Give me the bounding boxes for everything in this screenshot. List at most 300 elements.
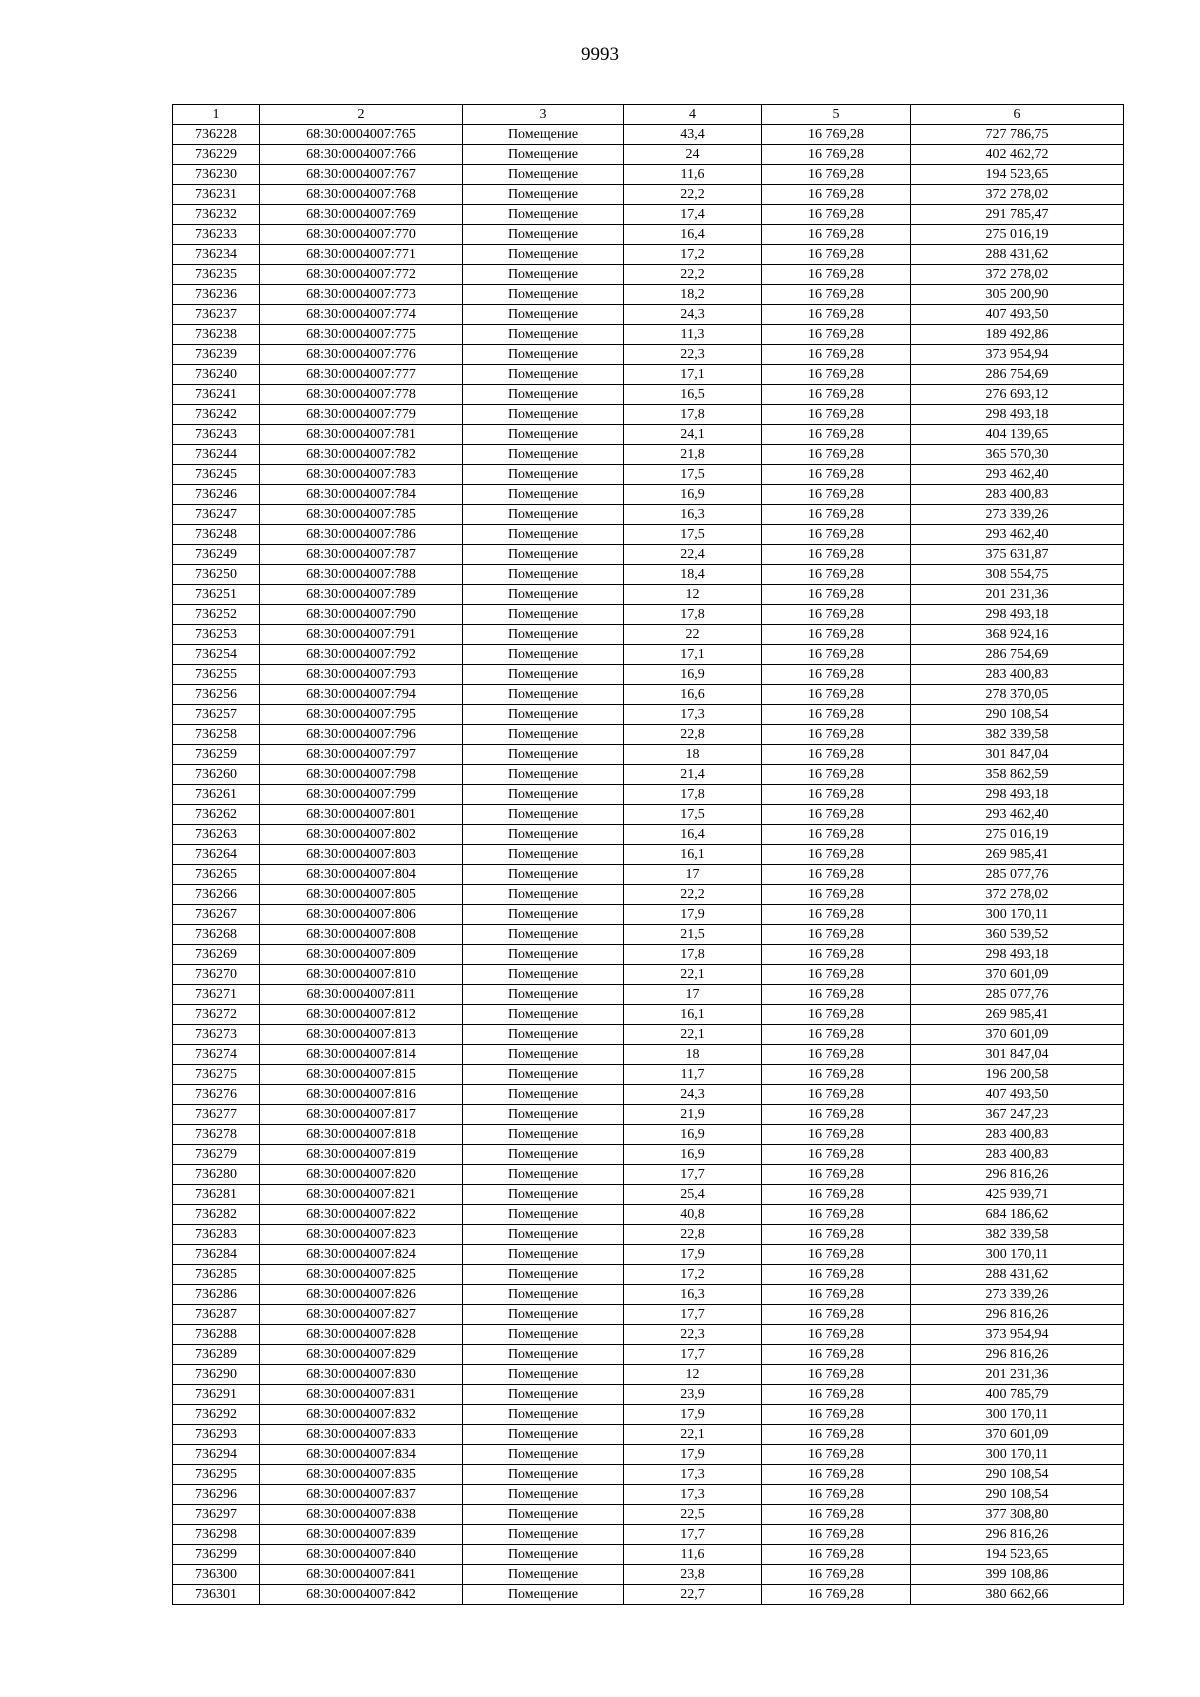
cadastral-number-cell: 68:30:0004007:811 <box>260 985 463 1005</box>
cadastral-value-cell: 367 247,23 <box>911 1105 1124 1125</box>
row-number-cell: 736278 <box>173 1125 260 1145</box>
specific-value-cell: 16 769,28 <box>762 985 911 1005</box>
cadastral-number-cell: 68:30:0004007:841 <box>260 1565 463 1585</box>
object-type-cell: Помещение <box>463 1005 624 1025</box>
row-number-cell: 736280 <box>173 1165 260 1185</box>
table-row <box>173 1285 1124 1305</box>
cadastral-number-cell: 68:30:0004007:816 <box>260 1085 463 1105</box>
table-row <box>173 1565 1124 1585</box>
cadastral-number-cell: 68:30:0004007:793 <box>260 665 463 685</box>
cadastral-value-cell: 301 847,04 <box>911 1045 1124 1065</box>
cadastral-number-cell: 68:30:0004007:838 <box>260 1505 463 1525</box>
object-type-cell: Помещение <box>463 205 624 225</box>
cadastral-number-cell: 68:30:0004007:776 <box>260 345 463 365</box>
area-cell: 18,2 <box>624 285 762 305</box>
cadastral-value-cell: 290 108,54 <box>911 705 1124 725</box>
cadastral-value-cell: 425 939,71 <box>911 1185 1124 1205</box>
cadastral-value-cell: 305 200,90 <box>911 285 1124 305</box>
cadastral-value-cell: 407 493,50 <box>911 305 1124 325</box>
specific-value-cell: 16 769,28 <box>762 845 911 865</box>
object-type-cell: Помещение <box>463 305 624 325</box>
cadastral-number-cell: 68:30:0004007:794 <box>260 685 463 705</box>
specific-value-cell: 16 769,28 <box>762 265 911 285</box>
specific-value-cell: 16 769,28 <box>762 1365 911 1385</box>
column-header: 1 <box>173 105 260 125</box>
object-type-cell: Помещение <box>463 765 624 785</box>
cadastral-value-cell: 276 693,12 <box>911 385 1124 405</box>
object-type-cell: Помещение <box>463 1205 624 1225</box>
area-cell: 11,7 <box>624 1065 762 1085</box>
specific-value-cell: 16 769,28 <box>762 485 911 505</box>
row-number-cell: 736279 <box>173 1145 260 1165</box>
object-type-cell: Помещение <box>463 1445 624 1465</box>
object-type-cell: Помещение <box>463 1025 624 1045</box>
table-row <box>173 365 1124 385</box>
area-cell: 22,3 <box>624 345 762 365</box>
area-cell: 17,1 <box>624 645 762 665</box>
specific-value-cell: 16 769,28 <box>762 505 911 525</box>
row-number-cell: 736236 <box>173 285 260 305</box>
table-row <box>173 205 1124 225</box>
table-row <box>173 745 1124 765</box>
table-row <box>173 1005 1124 1025</box>
object-type-cell: Помещение <box>463 245 624 265</box>
row-number-cell: 736272 <box>173 1005 260 1025</box>
row-number-cell: 736247 <box>173 505 260 525</box>
table-row <box>173 1225 1124 1245</box>
area-cell: 17 <box>624 985 762 1005</box>
object-type-cell: Помещение <box>463 1505 624 1525</box>
cadastral-number-cell: 68:30:0004007:785 <box>260 505 463 525</box>
area-cell: 16,9 <box>624 665 762 685</box>
row-number-cell: 736262 <box>173 805 260 825</box>
area-cell: 22,8 <box>624 725 762 745</box>
specific-value-cell: 16 769,28 <box>762 685 911 705</box>
specific-value-cell: 16 769,28 <box>762 385 911 405</box>
row-number-cell: 736296 <box>173 1485 260 1505</box>
object-type-cell: Помещение <box>463 225 624 245</box>
specific-value-cell: 16 769,28 <box>762 1545 911 1565</box>
row-number-cell: 736254 <box>173 645 260 665</box>
specific-value-cell: 16 769,28 <box>762 1105 911 1125</box>
cadastral-value-cell: 285 077,76 <box>911 865 1124 885</box>
object-type-cell: Помещение <box>463 1385 624 1405</box>
area-cell: 16,9 <box>624 1145 762 1165</box>
cadastral-value-cell: 293 462,40 <box>911 805 1124 825</box>
object-type-cell: Помещение <box>463 885 624 905</box>
table-row <box>173 325 1124 345</box>
specific-value-cell: 16 769,28 <box>762 1225 911 1245</box>
cadastral-number-cell: 68:30:0004007:809 <box>260 945 463 965</box>
object-type-cell: Помещение <box>463 1305 624 1325</box>
cadastral-number-cell: 68:30:0004007:821 <box>260 1185 463 1205</box>
row-number-cell: 736258 <box>173 725 260 745</box>
cadastral-number-cell: 68:30:0004007:822 <box>260 1205 463 1225</box>
cadastral-number-cell: 68:30:0004007:810 <box>260 965 463 985</box>
cadastral-value-cell: 400 785,79 <box>911 1385 1124 1405</box>
specific-value-cell: 16 769,28 <box>762 905 911 925</box>
specific-value-cell: 16 769,28 <box>762 1245 911 1265</box>
area-cell: 17,4 <box>624 205 762 225</box>
cadastral-value-cell: 370 601,09 <box>911 1025 1124 1045</box>
cadastral-value-cell: 402 462,72 <box>911 145 1124 165</box>
area-cell: 17,7 <box>624 1525 762 1545</box>
area-cell: 22,5 <box>624 1505 762 1525</box>
table-row <box>173 465 1124 485</box>
cadastral-number-cell: 68:30:0004007:787 <box>260 545 463 565</box>
cadastral-value-cell: 360 539,52 <box>911 925 1124 945</box>
object-type-cell: Помещение <box>463 1565 624 1585</box>
cadastral-value-cell: 358 862,59 <box>911 765 1124 785</box>
object-type-cell: Помещение <box>463 365 624 385</box>
object-type-cell: Помещение <box>463 685 624 705</box>
cadastral-number-cell: 68:30:0004007:812 <box>260 1005 463 1025</box>
row-number-cell: 736237 <box>173 305 260 325</box>
object-type-cell: Помещение <box>463 565 624 585</box>
specific-value-cell: 16 769,28 <box>762 365 911 385</box>
cadastral-number-cell: 68:30:0004007:779 <box>260 405 463 425</box>
row-number-cell: 736244 <box>173 445 260 465</box>
table-row <box>173 1245 1124 1265</box>
object-type-cell: Помещение <box>463 265 624 285</box>
object-type-cell: Помещение <box>463 785 624 805</box>
cadastral-number-cell: 68:30:0004007:839 <box>260 1525 463 1545</box>
area-cell: 11,6 <box>624 165 762 185</box>
area-cell: 17,7 <box>624 1345 762 1365</box>
specific-value-cell: 16 769,28 <box>762 165 911 185</box>
area-cell: 21,9 <box>624 1105 762 1125</box>
row-number-cell: 736249 <box>173 545 260 565</box>
table-row <box>173 545 1124 565</box>
cadastral-number-cell: 68:30:0004007:803 <box>260 845 463 865</box>
area-cell: 22,2 <box>624 185 762 205</box>
table-row <box>173 965 1124 985</box>
table-row <box>173 625 1124 645</box>
object-type-cell: Помещение <box>463 1045 624 1065</box>
object-type-cell: Помещение <box>463 1145 624 1165</box>
object-type-cell: Помещение <box>463 1105 624 1125</box>
cadastral-value-cell: 377 308,80 <box>911 1505 1124 1525</box>
row-number-cell: 736252 <box>173 605 260 625</box>
object-type-cell: Помещение <box>463 585 624 605</box>
area-cell: 21,4 <box>624 765 762 785</box>
cadastral-number-cell: 68:30:0004007:833 <box>260 1425 463 1445</box>
specific-value-cell: 16 769,28 <box>762 245 911 265</box>
specific-value-cell: 16 769,28 <box>762 1465 911 1485</box>
area-cell: 17,9 <box>624 1405 762 1425</box>
cadastral-value-cell: 288 431,62 <box>911 245 1124 265</box>
cadastral-number-cell: 68:30:0004007:765 <box>260 125 463 145</box>
cadastral-value-cell: 278 370,05 <box>911 685 1124 705</box>
object-type-cell: Помещение <box>463 745 624 765</box>
row-number-cell: 736235 <box>173 265 260 285</box>
area-cell: 24,3 <box>624 305 762 325</box>
cadastral-number-cell: 68:30:0004007:817 <box>260 1105 463 1125</box>
cadastral-number-cell: 68:30:0004007:770 <box>260 225 463 245</box>
specific-value-cell: 16 769,28 <box>762 1205 911 1225</box>
object-type-cell: Помещение <box>463 945 624 965</box>
row-number-cell: 736253 <box>173 625 260 645</box>
table-row <box>173 1365 1124 1385</box>
specific-value-cell: 16 769,28 <box>762 965 911 985</box>
object-type-cell: Помещение <box>463 425 624 445</box>
cadastral-number-cell: 68:30:0004007:799 <box>260 785 463 805</box>
area-cell: 17,5 <box>624 805 762 825</box>
row-number-cell: 736291 <box>173 1385 260 1405</box>
specific-value-cell: 16 769,28 <box>762 565 911 585</box>
row-number-cell: 736232 <box>173 205 260 225</box>
cadastral-value-cell: 290 108,54 <box>911 1465 1124 1485</box>
cadastral-value-cell: 196 200,58 <box>911 1065 1124 1085</box>
cadastral-number-cell: 68:30:0004007:808 <box>260 925 463 945</box>
specific-value-cell: 16 769,28 <box>762 205 911 225</box>
cadastral-value-cell: 269 985,41 <box>911 1005 1124 1025</box>
area-cell: 16,1 <box>624 1005 762 1025</box>
row-number-cell: 736245 <box>173 465 260 485</box>
row-number-cell: 736290 <box>173 1365 260 1385</box>
row-number-cell: 736284 <box>173 1245 260 1265</box>
cadastral-value-cell: 407 493,50 <box>911 1085 1124 1105</box>
cadastral-number-cell: 68:30:0004007:788 <box>260 565 463 585</box>
row-number-cell: 736274 <box>173 1045 260 1065</box>
area-cell: 17,8 <box>624 785 762 805</box>
area-cell: 25,4 <box>624 1185 762 1205</box>
object-type-cell: Помещение <box>463 345 624 365</box>
area-cell: 21,5 <box>624 925 762 945</box>
specific-value-cell: 16 769,28 <box>762 345 911 365</box>
area-cell: 17,9 <box>624 1445 762 1465</box>
cadastral-number-cell: 68:30:0004007:820 <box>260 1165 463 1185</box>
cadastral-value-cell: 684 186,62 <box>911 1205 1124 1225</box>
cadastral-value-cell: 365 570,30 <box>911 445 1124 465</box>
cadastral-number-cell: 68:30:0004007:842 <box>260 1585 463 1605</box>
row-number-cell: 736299 <box>173 1545 260 1565</box>
row-number-cell: 736250 <box>173 565 260 585</box>
row-number-cell: 736263 <box>173 825 260 845</box>
cadastral-number-cell: 68:30:0004007:823 <box>260 1225 463 1245</box>
cadastral-value-cell: 370 601,09 <box>911 1425 1124 1445</box>
cadastral-number-cell: 68:30:0004007:805 <box>260 885 463 905</box>
table-row <box>173 1585 1124 1605</box>
area-cell: 24,1 <box>624 425 762 445</box>
row-number-cell: 736300 <box>173 1565 260 1585</box>
object-type-cell: Помещение <box>463 165 624 185</box>
cadastral-number-cell: 68:30:0004007:831 <box>260 1385 463 1405</box>
specific-value-cell: 16 769,28 <box>762 1065 911 1085</box>
row-number-cell: 736285 <box>173 1265 260 1285</box>
row-number-cell: 736264 <box>173 845 260 865</box>
object-type-cell: Помещение <box>463 405 624 425</box>
specific-value-cell: 16 769,28 <box>762 145 911 165</box>
cadastral-value-cell: 194 523,65 <box>911 165 1124 185</box>
specific-value-cell: 16 769,28 <box>762 1145 911 1165</box>
row-number-cell: 736276 <box>173 1085 260 1105</box>
area-cell: 17,7 <box>624 1305 762 1325</box>
row-number-cell: 736298 <box>173 1525 260 1545</box>
cadastral-number-cell: 68:30:0004007:830 <box>260 1365 463 1385</box>
table-row <box>173 1205 1124 1225</box>
specific-value-cell: 16 769,28 <box>762 865 911 885</box>
area-cell: 22,2 <box>624 885 762 905</box>
row-number-cell: 736293 <box>173 1425 260 1445</box>
cadastral-number-cell: 68:30:0004007:829 <box>260 1345 463 1365</box>
cadastral-number-cell: 68:30:0004007:802 <box>260 825 463 845</box>
specific-value-cell: 16 769,28 <box>762 1485 911 1505</box>
cadastral-number-cell: 68:30:0004007:801 <box>260 805 463 825</box>
cadastral-number-cell: 68:30:0004007:768 <box>260 185 463 205</box>
row-number-cell: 736275 <box>173 1065 260 1085</box>
area-cell: 16,4 <box>624 825 762 845</box>
table-row <box>173 705 1124 725</box>
table-row <box>173 1525 1124 1545</box>
table-row <box>173 1045 1124 1065</box>
table-row <box>173 165 1124 185</box>
table-row <box>173 185 1124 205</box>
area-cell: 17 <box>624 865 762 885</box>
row-number-cell: 736243 <box>173 425 260 445</box>
row-number-cell: 736241 <box>173 385 260 405</box>
table-row <box>173 865 1124 885</box>
cadastral-value-cell: 368 924,16 <box>911 625 1124 645</box>
area-cell: 23,8 <box>624 1565 762 1585</box>
row-number-cell: 736295 <box>173 1465 260 1485</box>
table-row <box>173 1105 1124 1125</box>
area-cell: 11,3 <box>624 325 762 345</box>
object-type-cell: Помещение <box>463 125 624 145</box>
cadastral-value-cell: 283 400,83 <box>911 1145 1124 1165</box>
object-type-cell: Помещение <box>463 985 624 1005</box>
table-row <box>173 1085 1124 1105</box>
table-row <box>173 405 1124 425</box>
row-number-cell: 736301 <box>173 1585 260 1605</box>
area-cell: 16,4 <box>624 225 762 245</box>
cadastral-value-cell: 298 493,18 <box>911 605 1124 625</box>
cadastral-number-cell: 68:30:0004007:774 <box>260 305 463 325</box>
row-number-cell: 736231 <box>173 185 260 205</box>
object-type-cell: Помещение <box>463 445 624 465</box>
area-cell: 18 <box>624 745 762 765</box>
cadastral-number-cell: 68:30:0004007:778 <box>260 385 463 405</box>
cadastral-value-cell: 283 400,83 <box>911 485 1124 505</box>
cadastral-number-cell: 68:30:0004007:834 <box>260 1445 463 1465</box>
area-cell: 22,2 <box>624 265 762 285</box>
table-row <box>173 665 1124 685</box>
specific-value-cell: 16 769,28 <box>762 805 911 825</box>
cadastral-number-cell: 68:30:0004007:796 <box>260 725 463 745</box>
table-row <box>173 1405 1124 1425</box>
table-row <box>173 765 1124 785</box>
row-number-cell: 736248 <box>173 525 260 545</box>
table-row <box>173 225 1124 245</box>
specific-value-cell: 16 769,28 <box>762 325 911 345</box>
cadastral-value-cell: 291 785,47 <box>911 205 1124 225</box>
table-row <box>173 565 1124 585</box>
object-type-cell: Помещение <box>463 485 624 505</box>
cadastral-value-cell: 373 954,94 <box>911 345 1124 365</box>
specific-value-cell: 16 769,28 <box>762 285 911 305</box>
cadastral-value-cell: 372 278,02 <box>911 265 1124 285</box>
cadastral-value-table <box>172 104 1124 1605</box>
cadastral-value-cell: 404 139,65 <box>911 425 1124 445</box>
cadastral-value-cell: 301 847,04 <box>911 745 1124 765</box>
cadastral-number-cell: 68:30:0004007:795 <box>260 705 463 725</box>
cadastral-value-cell: 286 754,69 <box>911 365 1124 385</box>
specific-value-cell: 16 769,28 <box>762 185 911 205</box>
object-type-cell: Помещение <box>463 805 624 825</box>
table-row <box>173 1385 1124 1405</box>
row-number-cell: 736251 <box>173 585 260 605</box>
specific-value-cell: 16 769,28 <box>762 745 911 765</box>
cadastral-number-cell: 68:30:0004007:797 <box>260 745 463 765</box>
cadastral-number-cell: 68:30:0004007:790 <box>260 605 463 625</box>
object-type-cell: Помещение <box>463 905 624 925</box>
cadastral-number-cell: 68:30:0004007:824 <box>260 1245 463 1265</box>
cadastral-number-cell: 68:30:0004007:837 <box>260 1485 463 1505</box>
cadastral-number-cell: 68:30:0004007:815 <box>260 1065 463 1085</box>
object-type-cell: Помещение <box>463 325 624 345</box>
area-cell: 16,9 <box>624 485 762 505</box>
table-row <box>173 945 1124 965</box>
table-row <box>173 345 1124 365</box>
column-header: 4 <box>624 105 762 125</box>
cadastral-number-cell: 68:30:0004007:835 <box>260 1465 463 1485</box>
page-number: 9993 <box>581 44 619 65</box>
table-row <box>173 1265 1124 1285</box>
cadastral-number-cell: 68:30:0004007:784 <box>260 485 463 505</box>
row-number-cell: 736269 <box>173 945 260 965</box>
specific-value-cell: 16 769,28 <box>762 1165 911 1185</box>
area-cell: 17,9 <box>624 905 762 925</box>
cadastral-value-cell: 380 662,66 <box>911 1585 1124 1605</box>
area-cell: 17,3 <box>624 1465 762 1485</box>
cadastral-number-cell: 68:30:0004007:827 <box>260 1305 463 1325</box>
area-cell: 22,1 <box>624 1025 762 1045</box>
specific-value-cell: 16 769,28 <box>762 1345 911 1365</box>
row-number-cell: 736256 <box>173 685 260 705</box>
cadastral-number-cell: 68:30:0004007:798 <box>260 765 463 785</box>
cadastral-value-cell: 308 554,75 <box>911 565 1124 585</box>
table-row <box>173 885 1124 905</box>
row-number-cell: 736271 <box>173 985 260 1005</box>
cadastral-value-cell: 189 492,86 <box>911 325 1124 345</box>
area-cell: 18 <box>624 1045 762 1065</box>
cadastral-value-cell: 194 523,65 <box>911 1545 1124 1565</box>
area-cell: 16,3 <box>624 1285 762 1305</box>
table-row <box>173 1185 1124 1205</box>
area-cell: 17,8 <box>624 605 762 625</box>
specific-value-cell: 16 769,28 <box>762 945 911 965</box>
specific-value-cell: 16 769,28 <box>762 645 911 665</box>
row-number-cell: 736289 <box>173 1345 260 1365</box>
cadastral-value-cell: 300 170,11 <box>911 1445 1124 1465</box>
object-type-cell: Помещение <box>463 1245 624 1265</box>
row-number-cell: 736281 <box>173 1185 260 1205</box>
cadastral-number-cell: 68:30:0004007:782 <box>260 445 463 465</box>
object-type-cell: Помещение <box>463 1545 624 1565</box>
table-row <box>173 1445 1124 1465</box>
object-type-cell: Помещение <box>463 1405 624 1425</box>
area-cell: 17,8 <box>624 945 762 965</box>
cadastral-number-cell: 68:30:0004007:781 <box>260 425 463 445</box>
cadastral-number-cell: 68:30:0004007:767 <box>260 165 463 185</box>
cadastral-value-cell: 286 754,69 <box>911 645 1124 665</box>
cadastral-number-cell: 68:30:0004007:813 <box>260 1025 463 1045</box>
object-type-cell: Помещение <box>463 505 624 525</box>
area-cell: 17,1 <box>624 365 762 385</box>
cadastral-number-cell: 68:30:0004007:775 <box>260 325 463 345</box>
specific-value-cell: 16 769,28 <box>762 1385 911 1405</box>
specific-value-cell: 16 769,28 <box>762 705 911 725</box>
